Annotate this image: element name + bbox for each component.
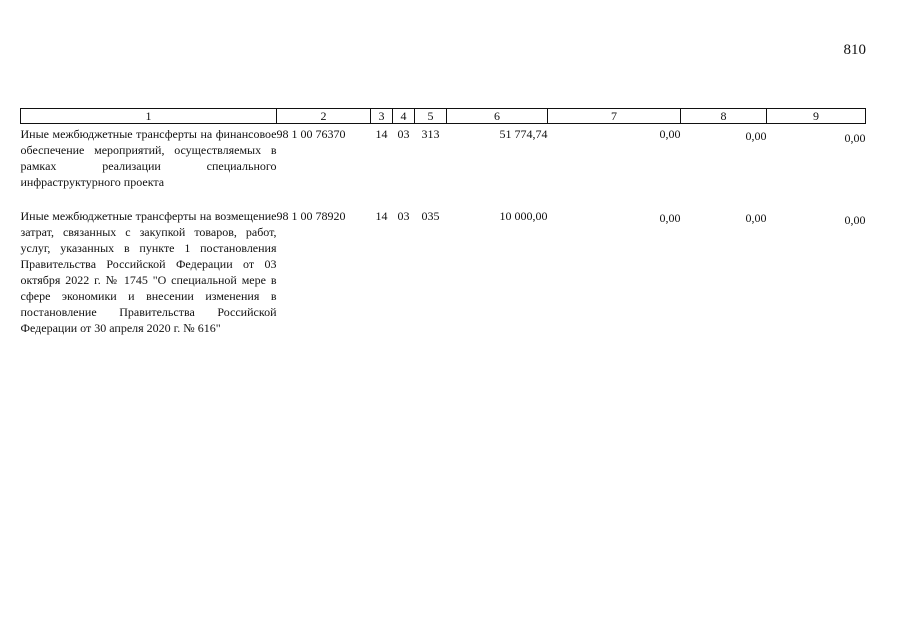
row-subsection: 03 <box>397 209 410 223</box>
row-value-6: 51 774,74 <box>499 127 548 141</box>
row-target-code: 98 1 00 78920 <box>276 209 346 223</box>
row-description: Иные межбюджетные трансферты на возмещение затрат, связанных с закупкой товаров, работ, услуг, указанных в пункте 1 постановления Правительства Российской Федерации от 03 октября 2022 г. № 1745 "О специальной мере в сфере экономики и внесении изменения в постановление Правительства Российской Федерации от 30 апреля 2020 г. № 616" <box>20 209 277 335</box>
table-row <box>21 124 866 207</box>
row-section: 14 <box>375 209 388 223</box>
header-col-3: 3 <box>371 109 393 124</box>
row-value-7: 0,00 <box>659 211 681 225</box>
row-value-9: 0,00 <box>844 131 866 145</box>
row-expense-type: 313 <box>421 127 440 141</box>
row-expense-type: 035 <box>421 209 440 223</box>
row-value-9: 0,00 <box>844 213 866 227</box>
header-col-2: 2 <box>277 109 371 124</box>
row-value-8: 0,00 <box>745 129 767 143</box>
row-target-code: 98 1 00 76370 <box>276 127 346 141</box>
row-section: 14 <box>375 127 388 141</box>
row-subsection: 03 <box>397 127 410 141</box>
header-col-9: 9 <box>767 109 866 124</box>
budget-table <box>20 108 866 336</box>
page-number: 810 <box>843 42 866 58</box>
header-col-6: 6 <box>447 109 548 124</box>
table-row <box>21 206 866 336</box>
row-value-6: 10 000,00 <box>499 209 548 223</box>
header-col-8: 8 <box>681 109 767 124</box>
header-col-7: 7 <box>548 109 681 124</box>
header-col-1: 1 <box>21 109 277 124</box>
row-description: Иные межбюджетные трансферты на финансовое обеспечение мероприятий, осуществляемых в рамках реализации специального инфраструктурного проекта <box>20 127 277 189</box>
row-value-8: 0,00 <box>745 211 767 225</box>
header-col-4: 4 <box>393 109 415 124</box>
row-value-7: 0,00 <box>659 127 681 141</box>
table-header-row <box>21 109 866 124</box>
header-col-5: 5 <box>415 109 447 124</box>
